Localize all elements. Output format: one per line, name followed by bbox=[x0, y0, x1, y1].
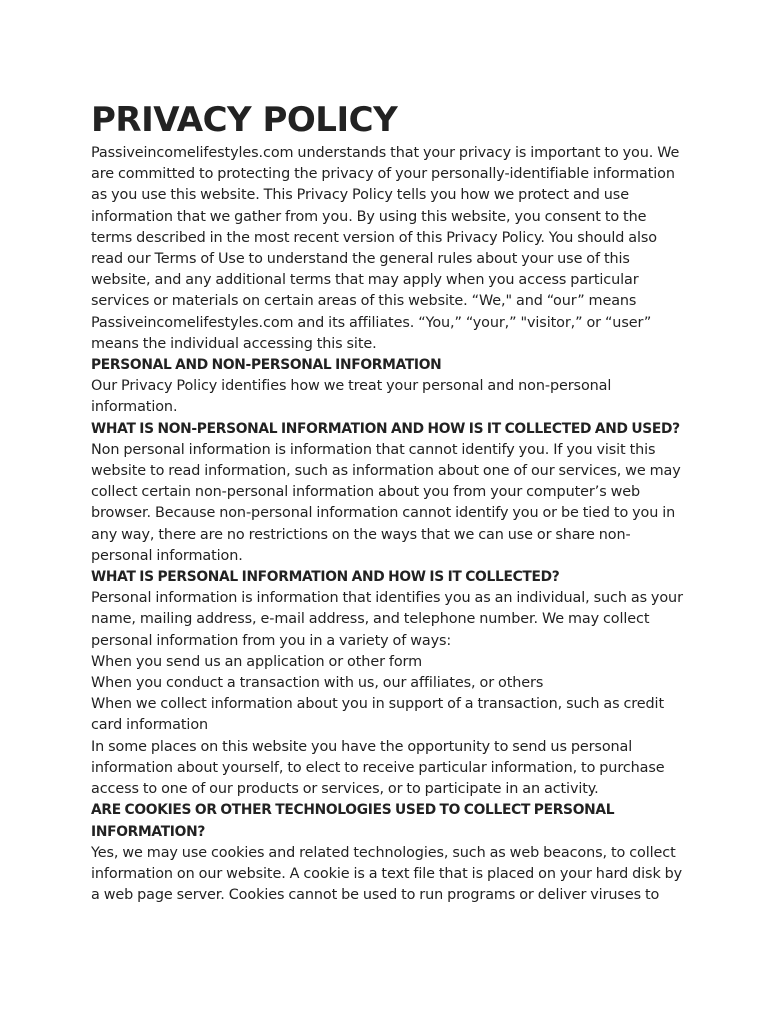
section-body-personal-non-personal: Our Privacy Policy identifies how we treat your personal and non-personal information. bbox=[91, 378, 612, 416]
section-heading-personal-non-personal: PERSONAL AND NON-PERSONAL INFORMATION bbox=[91, 357, 442, 374]
section-heading-non-personal-info: WHAT IS NON-PERSONAL INFORMATION AND HOW IS IT COLLECTED AND USED? bbox=[91, 420, 680, 437]
section-body-non-personal-info: Non personal information is information that cannot identify you. If you visit this website to read information, such as information about one of our services, we may collect certain non-personal information about you from your computer’s web browser. Because non-personal information cannot identify you or be tied to you in any way, there are no restrictions on the ways that we can use or share non-personal information. bbox=[91, 441, 681, 564]
section-heading-cookies: ARE COOKIES OR OTHER TECHNOLOGIES USED TO COLLECT PERSONAL INFORMATION? bbox=[91, 802, 615, 840]
section-body-personal-info: Personal information is information that identifies you as an individual, such as your name, mailing address, e-mail address, and telephone number. We may collect personal information from you in a variety of ways: bbox=[91, 590, 683, 649]
list-item: When we collect information about you in support of a transaction, such as credit card information bbox=[91, 696, 664, 734]
section-body-personal-info-after: In some places on this website you have the opportunity to send us personal information about yourself, to elect to receive particular information, to purchase access to one of our products or services, or to participate in an activity. bbox=[91, 738, 665, 798]
document-page bbox=[91, 95, 686, 906]
list-item: When you conduct a transaction with us, our affiliates, or others bbox=[91, 675, 544, 692]
intro-paragraph: Passiveincomelifestyles.com understands that your privacy is important to you. We are committed to protecting the privacy of your personally-identifiable information as you use this website. This Privacy Policy tells you how we protect and use information that we gather from you. By using this website, you consent to the terms described in the most recent version of this Privacy Policy. You should also read our Terms of Use to understand the general rules about your use of this website, and any additional terms that may apply when you access particular services or materials on certain areas of this website. “We," and “our” means Passiveincomelifestyles.com and its affiliates. “You,” “your,” "visitor,” or “user” means the individual accessing this site. bbox=[91, 145, 680, 352]
section-body-cookies: Yes, we may use cookies and related technologies, such as web beacons, to collect information on our website. A cookie is a text file that is placed on your hard disk by a web page server. Cookies cannot be used to run programs or deliver viruses to bbox=[91, 844, 683, 904]
page-title: PRIVACY POLICY bbox=[91, 100, 398, 140]
list-item: When you send us an application or other form bbox=[91, 653, 423, 670]
section-heading-personal-info: WHAT IS PERSONAL INFORMATION AND HOW IS IT COLLECTED? bbox=[91, 569, 560, 586]
